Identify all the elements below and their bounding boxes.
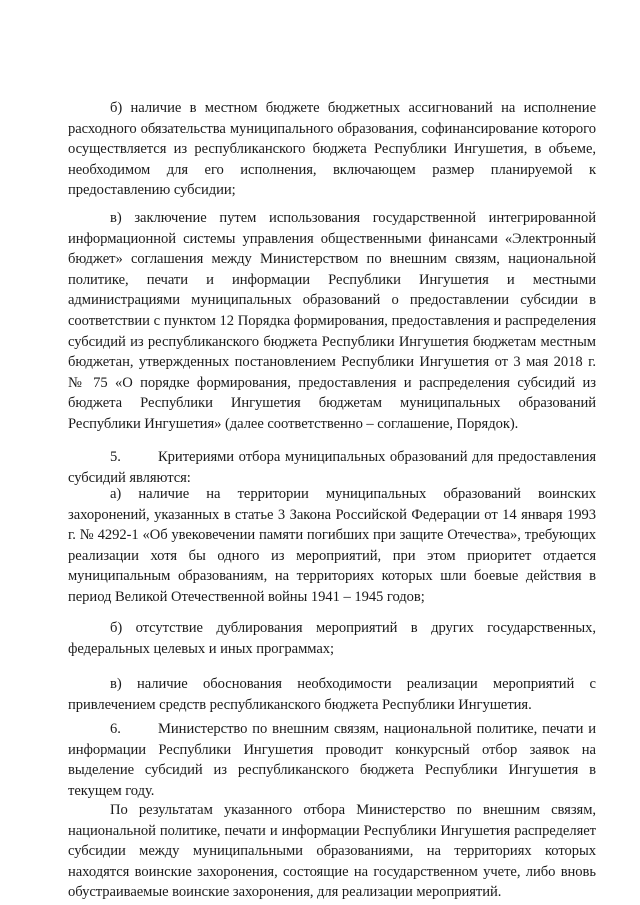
paragraph-criterion-v: в) наличие обоснования необходимости реализации мероприятий с привлечением средств республиканского бюджета Республики Ингушетия. [68,676,596,713]
section-text: Министерство по внешним связям, национальной политике, печати и информации Республики Ингушетия проводит конкурсный отбор заявок на выделение субсидий из республиканского бюджета Республики Ингушетия в текущем году. [68,721,596,799]
paragraph-distribution: По результатам указанного отбора Министерство по внешним связям, национальной политике, печати и информации Республики Ингушетия распределяет субсидии между муниципальными образованиями, на территориях которых находятся воинские захоронения, состоящие на государственном учете, либо вновь обустраиваемые воинские захоронения, для реализации мероприятий. [68,802,596,901]
section-number: 5. [110,449,121,465]
paragraph-criterion-b: б) отсутствие дублирования мероприятий в других государственных, федеральных целевых и иных программах; [68,620,596,657]
paragraph-section-5 [68,447,596,488]
paragraph-condition-v: в) заключение путем использования государственной интегрированной информационной системы управления общественными финансами «Электронный бюджет» соглашения между Министерством по внешним связям, национальной политике, печати и информации Республики Ингушетия и местными администрациями муниципальных образований о предоставлении субсидии в соответствии с пунктом 12 Порядка формирования, предоставления и распределения субсидий из республиканского бюджета Республики Ингушетия бюджетам местным бюджетан, утвержденных постановлением Республики Ингушетия от 3 мая 2018 г. № 75 «О порядке формирования, предоставления и распределения субсидий из бюджета Республики Ингушетия бюджетам муниципальных образований Республики Ингушетия» (далее соответственно – соглашение, Порядок). [68,210,596,432]
paragraph-section-6 [68,719,596,801]
section-text: Критериями отбора муниципальных образований для предоставления субсидий являются: [68,449,596,486]
paragraph-criterion-a: а) наличие на территории муниципальных образований воинских захоронений, указанных в статье 3 Закона Российской Федерации от 14 января 1993 г. № 4292-1 «Об увековечении памяти погибших при защите Отечества», требующих реализации хотя бы одного из мероприятий, при этом приоритет отдается муниципальным образованиям, на территориях которых шли боевые действия в период Великой Отечественной войны 1941 – 1945 годов; [68,486,596,605]
paragraph-condition-b: б) наличие в местном бюджете бюджетных ассигнований на исполнение расходного обязательства муниципального образования, софинансирование которого осуществляется из республиканского бюджета Республики Ингушетия, в объеме, необходимом для его исполнения, включающем размер планируемой к предоставлению субсидии; [68,100,596,199]
section-number: 6. [110,721,121,737]
